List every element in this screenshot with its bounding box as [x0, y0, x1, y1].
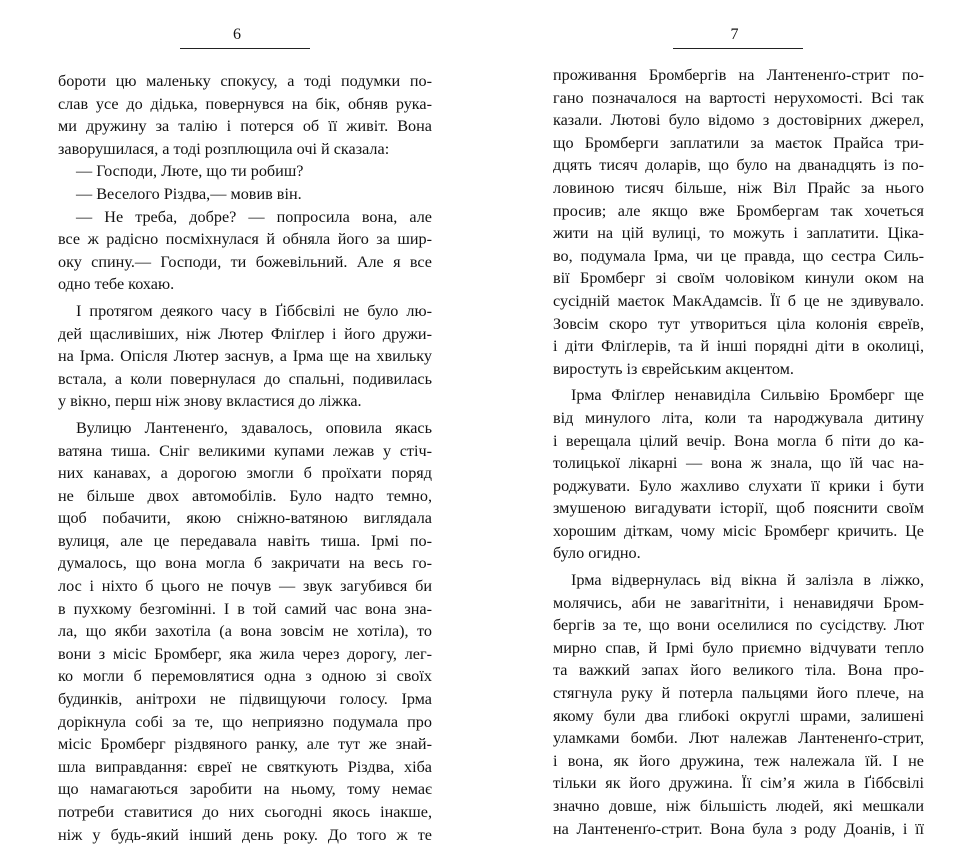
text-line: дорікнула собі за те, що неприязно подумала про	[58, 712, 432, 731]
text-line: і верещала цілий вечір. Вона могла б піти до ка-	[553, 431, 924, 450]
left-page-number: 6	[233, 26, 241, 43]
text-line: у вікно, перш ніж знову вкластися до ліжка.	[58, 392, 362, 411]
text-line: на Лантененґо-стрит. Вона була з роду Доанів, і її	[553, 819, 924, 838]
text-line: думалось, що вона могла б закричати на весь го-	[58, 554, 432, 573]
left-header-rule	[180, 48, 310, 49]
text-line: значно довше, ніж більшість людей, які мешкали	[553, 797, 924, 815]
text-line: бороти цю маленьку спокусу, а тоді подумки по-	[58, 72, 432, 90]
right-page	[553, 0, 924, 840]
right-page-number: 7	[730, 26, 739, 43]
text-line: дцять тисяч доларів, що було на дванадцять із по-	[553, 156, 924, 175]
text-line: проживання Бромбергів на Лантененґо-стрит по-	[553, 66, 924, 84]
text-line: від минулого літа, коли та народжувала дитину	[553, 408, 924, 427]
text-line: що Бромберги заплатили за маєток Прайса три-	[553, 133, 924, 152]
text-line: сусідній маєток МакАдамсів. Її б це не здивувало.	[553, 291, 924, 310]
text-line: на Ірма. Опісля Лютер заснув, а Ірма ще на хвильку	[58, 347, 432, 366]
text-line: них канавах, а дорогою змогли б проїхати поряд	[58, 464, 432, 483]
text-line: місіс Бромберг різдвяного ранку, але тут же знай-	[58, 735, 432, 754]
text-line: І протягом деякого часу в Ґіббсвілі не було лю-	[76, 301, 432, 320]
right-page-header	[553, 0, 924, 50]
text-line: лос і ніхто б цього не почув — звук загубився би	[58, 577, 432, 596]
text-line: змушеною вигадувати історії, щоб пояснити своїм	[553, 499, 924, 518]
text-line: заворушилася, а тоді розплющила очі й сказала:	[58, 139, 390, 158]
text-line: оку спину.— Господи, ти божевільний. Але я все	[58, 252, 432, 271]
text-line: все ж радісно посміхнулася й обняла його за шир-	[58, 230, 432, 249]
text-line: та важкий запах його великого тіла. Вона про-	[553, 661, 924, 680]
text-line: просив; але якщо вже Бромбергам так хочеться	[553, 201, 924, 220]
text-line: уламками бомби. Лют належав Лантененґо-стрит,	[553, 729, 924, 748]
text-line: хорошим діткам, чому місіс Бромберг кричить. Це	[553, 521, 924, 540]
text-line: слав усе до дідька, повернувся на бік, обняв рука-	[58, 94, 432, 113]
text-line: Ірма відвернулась від вікна й залізла в ліжко,	[571, 571, 924, 590]
text-line: бергів за те, що вони оселилися по сусідству. Лют	[553, 616, 924, 635]
text-line: шла виправдання: євреї не святкують Різдва, хіба	[58, 757, 432, 776]
text-line: не більше двох автомобілів. Було надто темно,	[58, 486, 432, 505]
text-line: ловиною тисяч більше, ніж Віл Прайс за нього	[553, 178, 924, 197]
text-line: і діти Фліґлерів, та й інші порядні діти в околиці,	[553, 337, 924, 356]
text-line: молячись, аби не завагітніти, і ненавидячи Бром-	[553, 593, 924, 612]
text-line: — Господи, Люте, що ти робиш?	[76, 162, 304, 181]
left-page	[58, 0, 432, 846]
text-line: мирно спав, й Ірмі було приємно відчувати тепло	[553, 638, 924, 657]
text-line: що намагаються заробити на ньому, тому немає	[58, 780, 432, 799]
text-line: толицької лікарні — вона ж знала, що їй час на-	[553, 454, 924, 473]
text-line: виростуть із єврейським акцентом.	[553, 359, 794, 378]
text-line: ватяна тиша. Сніг великими купами лежав у стіч-	[58, 441, 432, 460]
text-line: щоб побачити, якою сніжно-ватяною виглядала	[58, 509, 432, 528]
left-page-header	[58, 0, 432, 50]
text-line: стягнула руку й потерла пальцями його плече, на	[553, 684, 924, 703]
right-header-rule	[673, 48, 803, 49]
text-line: — Не треба, добре? — попросила вона, але	[76, 207, 432, 226]
text-line: встала, а коли повернулася до спальні, подивилась	[58, 369, 432, 388]
text-line: во, подумала Ірма, чи це правда, що сестра Силь-	[553, 246, 924, 265]
text-line: було огидно.	[553, 544, 641, 563]
text-line: ніж у будь-який інший день року. До того ж те	[58, 825, 432, 844]
text-line: Ірма Фліґлер ненавиділа Сильвію Бромберг ще	[571, 386, 924, 405]
text-line: жити на цій вулиці, то можуть і заплатити. Ціка-	[553, 224, 924, 243]
text-line: казали. Лютові було відомо з достовірних джерел,	[553, 111, 924, 130]
text-line: роджувати. Було жахливо слухати її крики і бути	[553, 476, 924, 495]
text-line: вони з місіс Бромберг, яка жила через дорогу, лег-	[58, 644, 432, 663]
text-line: в пухкому безгомінні. І в той самий час вона зна-	[58, 599, 432, 618]
text-line: Зовсім скоро тут утвориться ціла колонія євреїв,	[553, 314, 924, 333]
text-line: — Веселого Різдва,— мовив він.	[76, 184, 302, 203]
text-line: гано позначалося на вартості нерухомості. Всі так	[553, 88, 924, 107]
text-line: тільки як його дружина. Її сім’я жила в Ґіббсвілі	[553, 774, 924, 793]
text-line: дей щасливіших, ніж Лютер Фліґлер і його дружи-	[58, 324, 432, 343]
left-page-text	[58, 70, 432, 846]
text-line: ла, що якби захотіла (а вона зовсім не хотіла), то	[58, 622, 432, 641]
right-page-text	[553, 64, 924, 840]
text-line: і вона, як його дружина, теж належала їй. І не	[553, 751, 924, 770]
text-line: одно тебе кохаю.	[58, 275, 175, 294]
text-line: якому були два глибокі округлі шрами, залишені	[553, 706, 924, 725]
text-line: потреби ставитися до них сьогодні якось інакше,	[58, 803, 432, 821]
text-line: вії Бромберг зі своїм чоловіком кинули оком на	[553, 269, 924, 288]
text-line: Вулицю Лантененґо, здавалось, оповила якась	[76, 418, 432, 437]
text-line: вулиця, але це передавала навіть тиша. Ірмі по-	[58, 531, 432, 550]
text-line: будинків, анітрохи не підвищуючи голосу. Ірма	[58, 690, 432, 709]
text-line: ми дружину за талію і потерся об її живіт. Вона	[58, 117, 432, 136]
text-line: ко могли б перемовлятися одна з одною зі своїх	[58, 667, 432, 686]
